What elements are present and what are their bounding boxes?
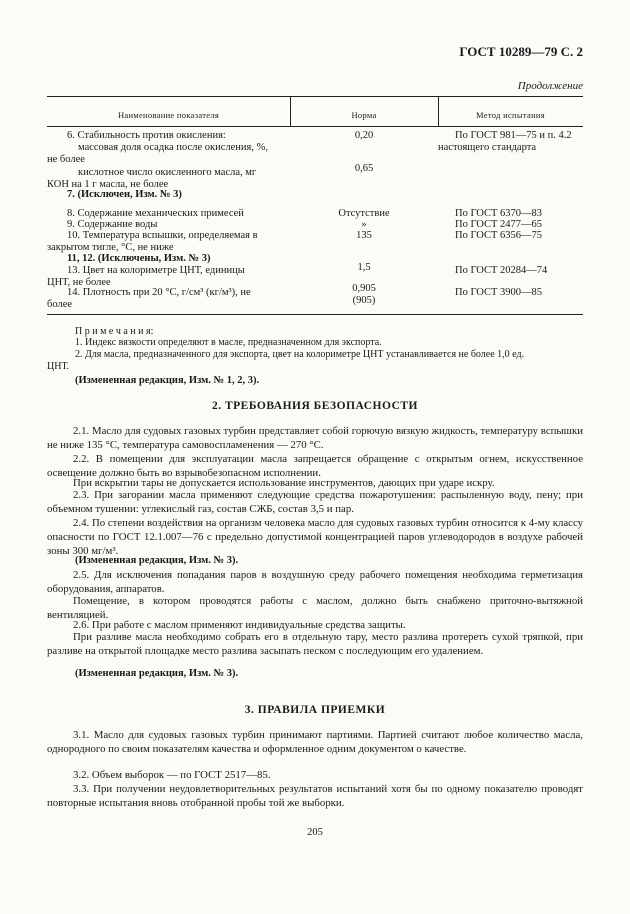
table-cell: По ГОСТ 981—75 и п. 4.2: [455, 130, 572, 141]
paragraph: 3.1. Масло для судовых газовых турбин принимают партиями. Партией считают любое количество масла, однородного по своим показателям качества и оформленное одним документом о качестве.: [47, 729, 583, 755]
paragraph: 2.1. Масло для судовых газовых турбин представляет собой горючую вязкую жидкость, температуру вспышки не ниже 135 °С, температура самовоспламенения — 270 °С.: [47, 425, 583, 451]
paragraph: 3.3. При получении неудовлетворительных результатов испытаний хотя бы по одному показателю проводят повторные испытания вновь отобранной пробы той же выборки.: [47, 783, 583, 809]
table-cell: 11, 12. (Исключены, Изм. № 3): [67, 253, 211, 264]
table-cell: 135: [356, 230, 372, 241]
table-cell: не более: [47, 154, 85, 165]
note-2: 2. Для масла, предназначенного для экспорта, цвет на колориметре ЦНТ устанавливается не более 1,0 ед.: [75, 349, 525, 360]
table-cell: 0,65: [354, 163, 374, 174]
table-cell: (905): [352, 295, 376, 306]
table-cell: 1,5: [357, 262, 371, 273]
amendment-note: (Измененная редакция, Изм. № 1, 2, 3).: [75, 375, 260, 386]
table-cell: массовая доля осадка после окисления, %,: [78, 142, 268, 153]
amendment-note: (Измененная редакция, Изм. № 3).: [75, 668, 239, 679]
paragraph: 2.4. По степени воздействия на организм человека масло для судовых газовых турбин относится к 4-му классу опасности по ГОСТ 12.1.007—76 с предельно допустимой концентрацией паров углеводородов в воздухе рабочей зоны 300 мг/м³.: [47, 517, 583, 557]
table-cell: »: [361, 219, 367, 230]
table-cell: КОН на 1 г масла, не более: [47, 179, 169, 190]
table-cell: 13. Цвет на колориметре ЦНТ, единицы: [67, 265, 245, 276]
paragraph: 2.3. При загорании масла применяют следующие средства пожаротушения: распыленную воду, пену; при объемном тушении: углекислый газ, состав СЖБ, состав 3,5 и пар.: [47, 489, 583, 515]
table-cell: закрытом тигле, °С, не ниже: [47, 242, 174, 253]
table-cell: По ГОСТ 3900—85: [455, 287, 543, 298]
table-cell: По ГОСТ 2477—65: [455, 219, 543, 230]
continuation-label: Продолжение: [517, 80, 583, 92]
table-cell: По ГОСТ 20284—74: [455, 265, 548, 276]
column-header-name: Наименование показателя: [117, 110, 220, 120]
table-cell: 14. Плотность при 20 °С, г/см³ (кг/м³), не: [67, 287, 251, 298]
table-cell: 8. Содержание механических примесей: [67, 208, 244, 219]
table-cell: 0,20: [354, 130, 374, 141]
paragraph: 2.6. При работе с маслом применяют индивидуальные средства защиты.: [73, 619, 406, 631]
note-2-continued: ЦНТ.: [47, 361, 70, 372]
table-top-rule: [47, 96, 583, 97]
table-cell: ЦНТ, не более: [47, 277, 111, 288]
note-1: 1. Индекс вязкости определяют в масле, предназначенном для экспорта.: [75, 337, 382, 348]
notes-title: П р и м е ч а н и я:: [75, 326, 154, 337]
column-header-norm: Норма: [351, 110, 377, 120]
table-cell: По ГОСТ 6356—75: [455, 230, 543, 241]
amendment-note: (Измененная редакция, Изм. № 3).: [75, 555, 239, 566]
table-cell: 7. (Исключен, Изм. № 3): [67, 189, 182, 200]
table-cell: 9. Содержание воды: [67, 219, 158, 230]
table-cell: 0,905: [352, 283, 376, 294]
table-header-rule: [47, 126, 583, 127]
table-cell: 10. Температура вспышки, определяемая в: [67, 230, 258, 241]
table-cell: кислотное число окисленного масла, мг: [78, 167, 257, 178]
paragraph: 2.5. Для исключения попадания паров в воздушную среду рабочего помещения необходима герметизация оборудования, аппаратов.: [47, 569, 583, 595]
table-cell: По ГОСТ 6370—83: [455, 208, 543, 219]
section-title: 3. ПРАВИЛА ПРИЕМКИ: [244, 704, 386, 716]
table-cell: более: [47, 299, 73, 310]
table-bottom-rule: [47, 314, 583, 315]
paragraph: 2.2. В помещении для эксплуатации масла запрещается обращение с открытым огнем, искусственное освещение должно быть во взрывобезопасном исполнении.: [47, 453, 583, 479]
paragraph: При разливе масла необходимо собрать его в отдельную тару, место разлива протереть сухой тряпкой, при разливе на открытой площадке место разлива засыпать песком с последующим его удалением.: [47, 631, 583, 657]
column-header-method: Метод испытания: [476, 110, 545, 120]
page-header: ГОСТ 10289—79 С. 2: [459, 44, 583, 59]
page-number: 205: [307, 827, 323, 838]
section-title: 2. ТРЕБОВАНИЯ БЕЗОПАСНОСТИ: [211, 400, 419, 412]
paragraph: 3.2. Объем выборок — по ГОСТ 2517—85.: [73, 769, 271, 781]
table-cell: Отсутствие: [338, 208, 390, 219]
table-cell: настоящего стандарта: [438, 142, 537, 153]
table-cell: 6. Стабильность против окисления:: [67, 130, 226, 141]
paragraph: При вскрытии тары не допускается использование инструментов, дающих при ударе искру.: [73, 477, 495, 489]
paragraph: Помещение, в котором проводятся работы с маслом, должно быть снабжено приточно-вытяжной вентиляцией.: [47, 595, 583, 621]
